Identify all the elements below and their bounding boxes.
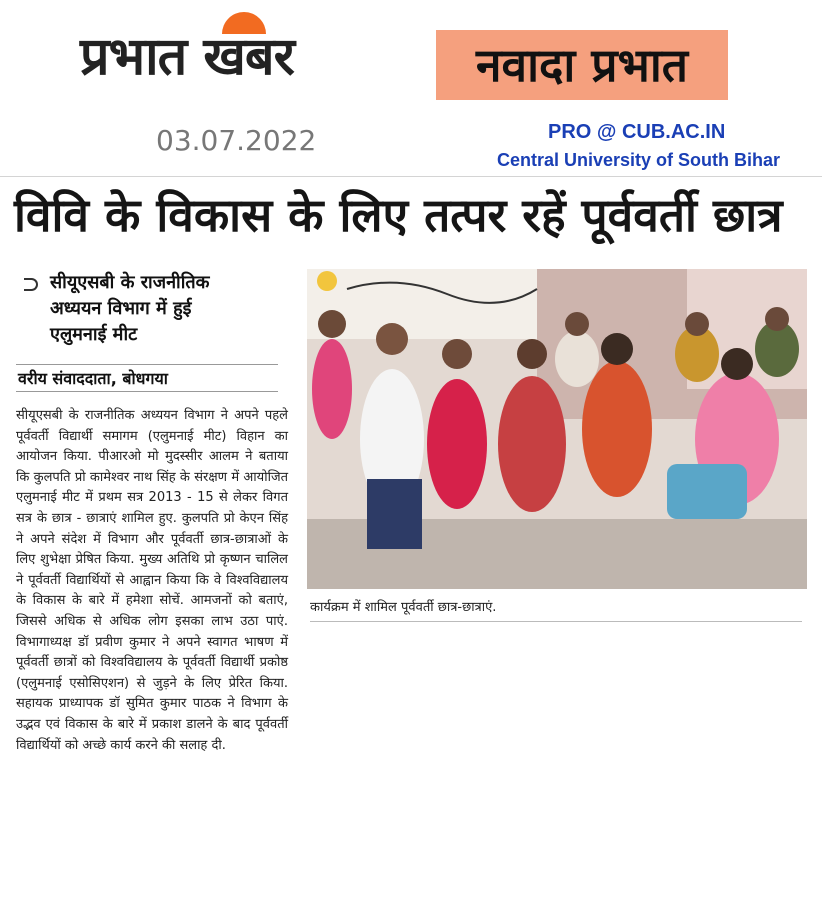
- subhead-line: सीयूएसबी के राजनीतिक: [50, 272, 210, 293]
- edition-name: नवादा प्रभात: [475, 38, 689, 92]
- byline-divider-top: [16, 364, 278, 365]
- university-name: Central University of South Bihar: [497, 150, 781, 170]
- article-body: [16, 406, 288, 756]
- pro-email: PRO @ CUB.AC.IN: [548, 121, 726, 143]
- article-headline: विवि के विकास के लिए तत्पर रहें पूर्ववर्ती छात्र: [14, 188, 783, 242]
- subhead-line: अध्ययन विभाग में हुई: [50, 298, 192, 319]
- event-photo-illustration: [307, 269, 807, 589]
- article-byline: वरीय संवाददाता, बोधगया: [18, 369, 168, 388]
- header-divider: [0, 176, 822, 177]
- curved-arrow-icon: [24, 278, 38, 291]
- byline-divider-bottom: [16, 391, 278, 392]
- edition-badge: [436, 30, 728, 100]
- caption-divider: [310, 621, 802, 622]
- publication-date: 03.07.2022: [156, 124, 317, 157]
- event-photo: [307, 269, 807, 589]
- newspaper-logo: प्रभात खबर: [80, 27, 294, 87]
- subhead-line: एलुमनाई मीट: [50, 324, 138, 345]
- photo-caption: कार्यक्रम में शामिल पूर्ववर्ती छात्र-छात्राएं.: [310, 600, 497, 615]
- article-subhead: [24, 270, 279, 348]
- article-paragraph: सीयूएसबी के राजनीतिक अध्ययन विभाग ने अपने पहले पूर्ववर्ती विद्यार्थी समागम (एलुमनाई मीट) विहान का आयोजन किया. पीआरओ मो मुदस्सीर आलम ने बताया कि कुलपति प्रो कामेश्वर नाथ सिंह के संरक्षण में आयोजित एलुमनाई मीट में प्रथम सत्र 2013 - 15 से लेकर विगत सत्र के छात्र - छात्राएं शामिल हुए. कुलपति प्रो केएन सिंह ने अपने संदेश में विभाग और पूर्ववर्ती छात्र-छात्राओं के लिए शुभेक्षा प्रेषित किया. मुख्य अतिथि प्रो कृष्णन चालिल ने पूर्ववर्ती विद्यार्थियों से आह्वान किया कि वे विश्वविद्यालय के विकास के बारे में हमेशा सोचें. आमजनों को बताएं, जिससे अधिक से अधिक लोग इसका लाभ उठा पाएं. विभागाध्यक्ष डॉ प्रवीण कुमार ने अपने स्वागत भाषण में पूर्ववर्ती छात्रों को विश्वविद्यालय के पूर्ववर्ती विद्यार्थी प्रकोष्ठ (एलुमनाई एसोसिएशन) से जुड़ने के लिए प्रेरित किया. सहायक प्राध्यापक डॉ सुमित कुमार पाठक ने विभाग के उद्भव एवं विकास के बारे में प्रकाश डालने के बाद पूर्ववर्ती विद्यार्थियों को अच्छे कार्य करने की सलाह दी.: [16, 408, 288, 753]
